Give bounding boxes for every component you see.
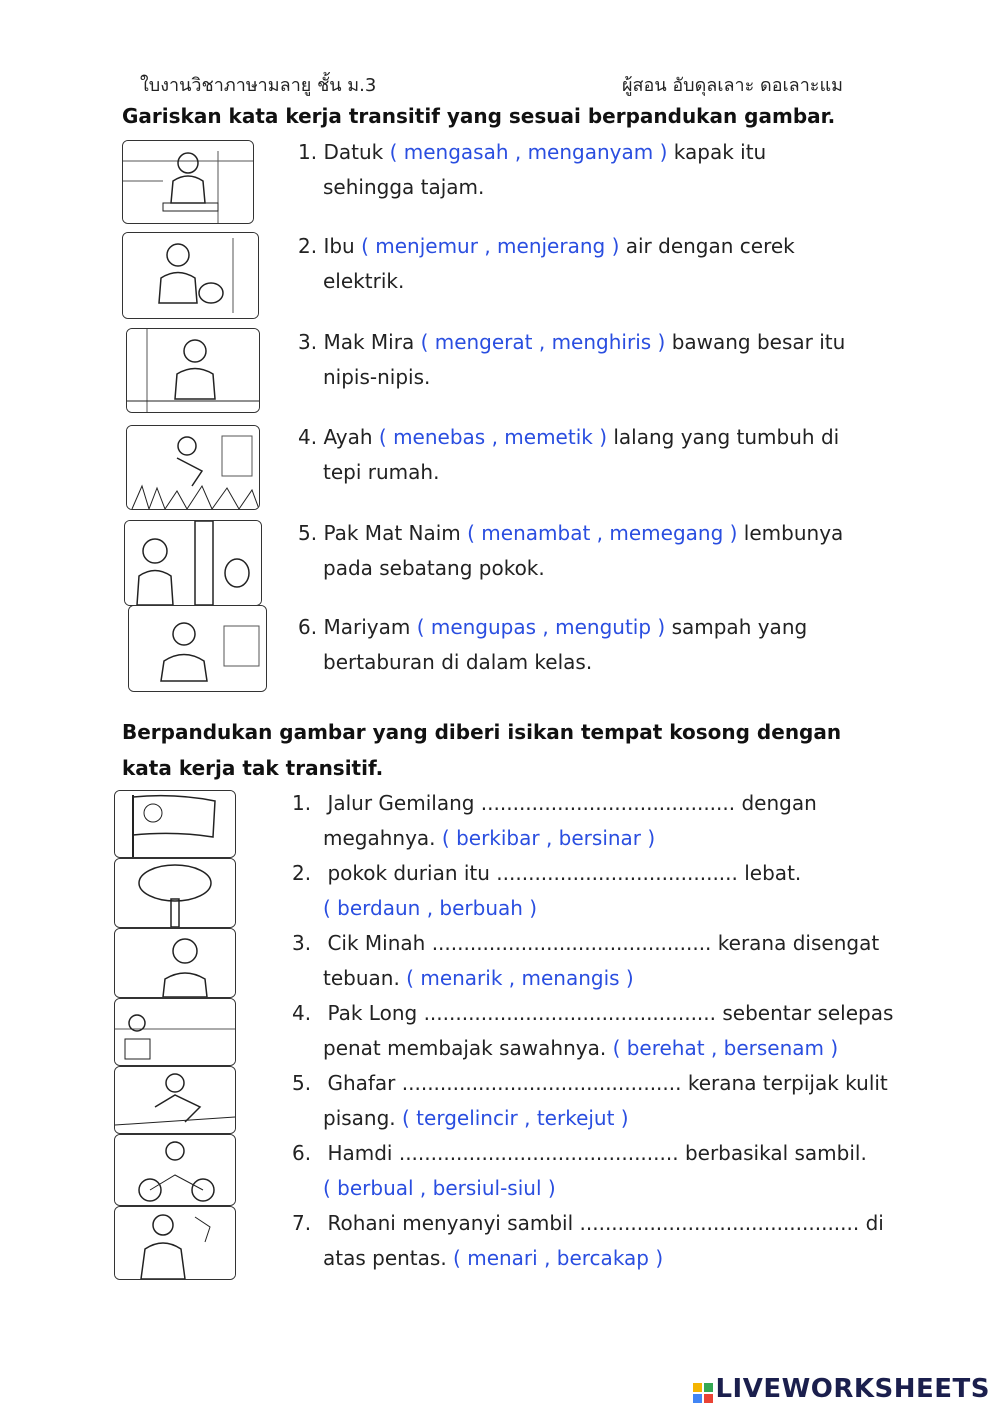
picture-slipping-boy [114,1066,236,1134]
question-text-line2: tebuan. [323,966,407,990]
liveworksheets-logo[interactable] [693,1374,990,1404]
question-text-line2: sehingga tajam. [323,175,485,199]
picture-flag [114,790,236,858]
question-number: 1. [292,791,312,815]
question-text-line2: megahnya. [323,826,436,850]
question-text-post: air dengan cerek [625,234,795,258]
question-text-pre: Jalur Gemilang ........................................ [327,791,736,815]
question-text-post: kerana terpijak kulit [687,1071,888,1095]
question-text-post: sebentar selepas [722,1001,894,1025]
picture-durian-tree [114,858,236,928]
picture-dancing-girl [114,1206,236,1280]
question-text-post: kerana disengat [717,931,880,955]
question-text-post: berbasikal sambil. [684,1141,867,1165]
header-subject: ใบงานวิชาภาษามลายู ชั้น ม.3 [140,75,377,96]
question-text-pre: Mak Mira [323,330,415,354]
question-text-pre: Mariyam [323,615,411,639]
question-text-line2: elektrik. [323,269,405,293]
question-text-pre: Cik Minah ............................................ [327,931,712,955]
question2-item-3 [292,926,879,996]
question-text-pre: Rohani menyanyi sambil ............................................ [327,1211,860,1235]
picture-slicing-onion [126,328,260,413]
question-text-post: lembunya [743,521,844,545]
question-text-line2: tepi rumah. [323,460,440,484]
question2-item-1 [292,786,817,856]
answer-options[interactable]: ( berkibar , bersinar ) [441,826,656,850]
picture-cycling-boy [114,1134,236,1206]
question2-item-6 [292,1136,867,1206]
question-text-line2 [292,896,323,920]
question1-item-6 [298,610,807,680]
question2-item-2 [292,856,801,926]
question-text-pre: pokok durian itu ...................................... [327,861,738,885]
question-text-pre: Pak Mat Naim [323,521,461,545]
question1-item-3 [298,325,845,395]
answer-options[interactable]: ( berehat , bersenam ) [612,1036,839,1060]
answer-options[interactable]: ( berbual , bersiul-siul ) [323,1176,556,1200]
picture-crying-girl [114,928,236,998]
answer-options[interactable]: ( menjemur , menjerang ) [361,234,620,258]
question-number: 3. [292,931,312,955]
picture-kettle [122,232,259,319]
question-text-line2: nipis-nipis. [323,365,431,389]
question-number: 3. [298,330,318,354]
question-number: 6. [292,1141,312,1165]
answer-options[interactable]: ( menari , bercakap ) [453,1246,664,1270]
question1-item-5 [298,516,843,586]
question-text-line2: pisang. [323,1106,396,1130]
question-number: 5. [292,1071,312,1095]
question2-item-5 [292,1066,888,1136]
question-text-post: dengan [741,791,817,815]
answer-options[interactable]: ( menarik , menangis ) [406,966,634,990]
question-text-post: di [865,1211,884,1235]
question-text-pre: Datuk [323,140,384,164]
question-number: 6. [298,615,318,639]
picture-tying-cow [124,520,262,606]
question-text-line2: atas pentas. [323,1246,447,1270]
answer-options[interactable]: ( berdaun , berbuah ) [323,896,538,920]
picture-sharpening-axe [122,140,254,224]
question-number: 1. [298,140,318,164]
question1-item-4 [298,420,839,490]
question-text-pre: Pak Long .............................................. [327,1001,717,1025]
answer-options[interactable]: ( tergelincir , terkejut ) [402,1106,629,1130]
question-number: 5. [298,521,318,545]
question-text-post: kapak itu [673,140,767,164]
section2-title-line2: kata kerja tak transitif. [122,756,384,780]
liveworksheets-icon [693,1380,713,1400]
question-text-post: sampah yang [671,615,808,639]
question2-item-4 [292,996,893,1066]
question-number: 4. [298,425,318,449]
liveworksheets-text: LIVEWORKSHEETS [715,1374,990,1404]
picture-picking-rubbish [128,605,267,692]
question-text-pre: Ibu [323,234,355,258]
question1-item-2 [298,229,795,299]
picture-paddy-field [114,998,236,1066]
question-text-pre: Ghafar ............................................ [327,1071,682,1095]
question-text-line2: bertaburan di dalam kelas. [323,650,593,674]
section2-title: Berpandukan gambar yang diberi isikan tempat kosong dengan [122,720,842,744]
question-text-line2: pada sebatang pokok. [323,556,545,580]
question-number: 4. [292,1001,312,1025]
question1-item-1 [298,135,766,205]
question-number: 7. [292,1211,312,1235]
question-text-post: lebat. [744,861,802,885]
question-text-line2: penat membajak sawahnya. [323,1036,607,1060]
question-text-pre: Hamdi ............................................ [327,1141,679,1165]
question2-item-7 [292,1206,884,1276]
question-number: 2. [292,861,312,885]
header-teacher: ผู้สอน อับดุลเลาะ ดอเลาะแม [622,75,843,96]
question-number: 2. [298,234,318,258]
answer-options[interactable]: ( mengasah , menganyam ) [389,140,668,164]
answer-options[interactable]: ( mengerat , menghiris ) [420,330,666,354]
answer-options[interactable]: ( menebas , memetik ) [378,425,607,449]
answer-options[interactable]: ( mengupas , mengutip ) [416,615,666,639]
question-text-line2 [292,1176,323,1200]
question-text-post: lalang yang tumbuh di [613,425,840,449]
section1-title: Gariskan kata kerja transitif yang sesuai berpandukan gambar. [122,104,836,128]
picture-cutting-grass [126,425,260,510]
question-text-post: bawang besar itu [671,330,846,354]
answer-options[interactable]: ( menambat , memegang ) [467,521,738,545]
question-text-pre: Ayah [323,425,373,449]
